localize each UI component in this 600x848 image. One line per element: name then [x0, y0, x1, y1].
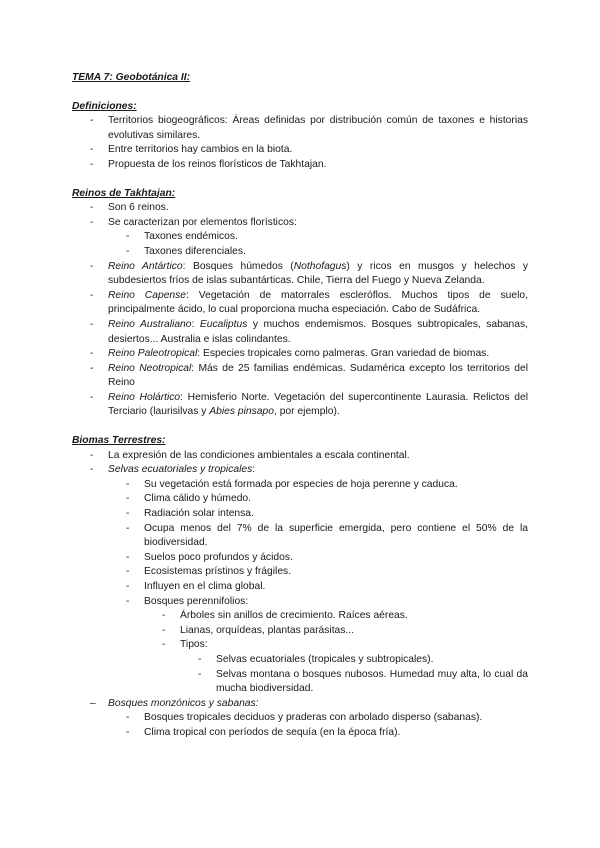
list-item-reino-paleotropical: - Reino Paleotropical: Especies tropicales como palmeras. Gran variedad de biomas. — [90, 348, 490, 360]
list-item: - Suelos poco profundos y ácidos. — [126, 551, 293, 563]
heading-reinos: Reinos de Takhtajan: — [72, 187, 176, 199]
list-item: - Influyen en el clima global. — [126, 581, 266, 592]
list-item: - La expresión de las condiciones ambientales a escala continental. — [90, 449, 410, 461]
list-item-monzonicos: – Bosques monzónicos y sabanas: — [90, 697, 259, 709]
list-item: - Bosques tropicales deciduos y praderas con arbolado disperso (sabanas). — [126, 712, 483, 724]
list-item: - Taxones diferenciales. — [126, 245, 246, 257]
list-item-reino-australiano: - Reino Australiano: Eucaliptus y muchos endemismos. Bosques subtropicales, sabanas, desiertos... Australia e islas colindantes. — [90, 318, 528, 345]
list-item: - Bosques perennifolios: — [126, 595, 249, 607]
list-item-reino-capense: - Reino Capense: Vegetación de matorrales escleróflos. Muchos tipos de suelo, principalmente ácido, lo cual proporciona mucha especiación. Cabo de Sudáfrica. — [90, 289, 529, 316]
list-item-reino-holartico: - Reino Holártico: Hemisferio Norte. Vegetación del supercontinente Laurasia. Relictos del Terciario (laurisilvas y Abies pinsapo, por ejemplo). — [90, 391, 528, 418]
reinos-list — [72, 201, 528, 420]
list-item: - Se caracterizan por elementos florísticos: — [90, 216, 297, 228]
list-item: - Clima tropical con períodos de sequía (en la época fría). — [126, 726, 401, 738]
list-item: - Entre territorios hay cambios en la biota. — [90, 144, 293, 156]
heading-definiciones: Definiciones: — [72, 100, 137, 112]
list-item: - Ocupa menos del 7% de la superficie emergida, pero contiene el 50% de la biodiversidad. — [126, 522, 528, 549]
list-item: - Árboles sin anillos de crecimiento. Raíces aéreas. — [162, 610, 408, 622]
document-content — [72, 71, 528, 741]
list-item: - Tipos: — [162, 639, 208, 651]
page-title: TEMA 7: Geobotánica II: — [72, 72, 191, 83]
definiciones-list — [72, 114, 528, 172]
list-item: - Selvas montana o bosques nubosos. Humedad muy alta, lo cual da mucha biodiversidad. — [198, 668, 528, 695]
list-item: - Clima cálido y húmedo. — [126, 493, 252, 505]
list-item: - Propuesta de los reinos florísticos de Takhtajan. — [90, 158, 327, 170]
list-item-reino-antartico: - Reino Antártico: Bosques húmedos (Nothofagus) y ricos en musgos y helechos y subdesiertos fríos de islas subantárticas. Chile, Tierra del Fuego y Nueva Zelanda. — [90, 260, 528, 287]
list-item-selvas: - Selvas ecuatoriales y tropicales: — [90, 464, 256, 476]
list-item: - Selvas ecuatoriales (tropicales y subtropicales). — [198, 653, 434, 665]
list-item: - Radiación solar intensa. — [126, 508, 254, 520]
biomas-list — [72, 449, 528, 741]
list-item: - Son 6 reinos. — [90, 202, 169, 214]
list-item: - Su vegetación está formada por especies de hoja perenne y caduca. — [126, 478, 458, 490]
list-item: - Ecosistemas prístinos y frágiles. — [126, 566, 292, 578]
list-item: - Territorios biogeográficos: Áreas definidas por distribución común de taxones e historias evolutivas similares. — [90, 115, 528, 141]
heading-biomas: Biomas Terrestres: — [72, 435, 166, 447]
list-item-reino-neotropical: - Reino Neotropical: Más de 25 familias endémicas. Sudamérica excepto los territorios del Reino — [90, 362, 528, 389]
list-item: - Lianas, orquídeas, plantas parásitas... — [162, 624, 355, 636]
list-item: - Taxones endémicos. — [126, 231, 238, 243]
